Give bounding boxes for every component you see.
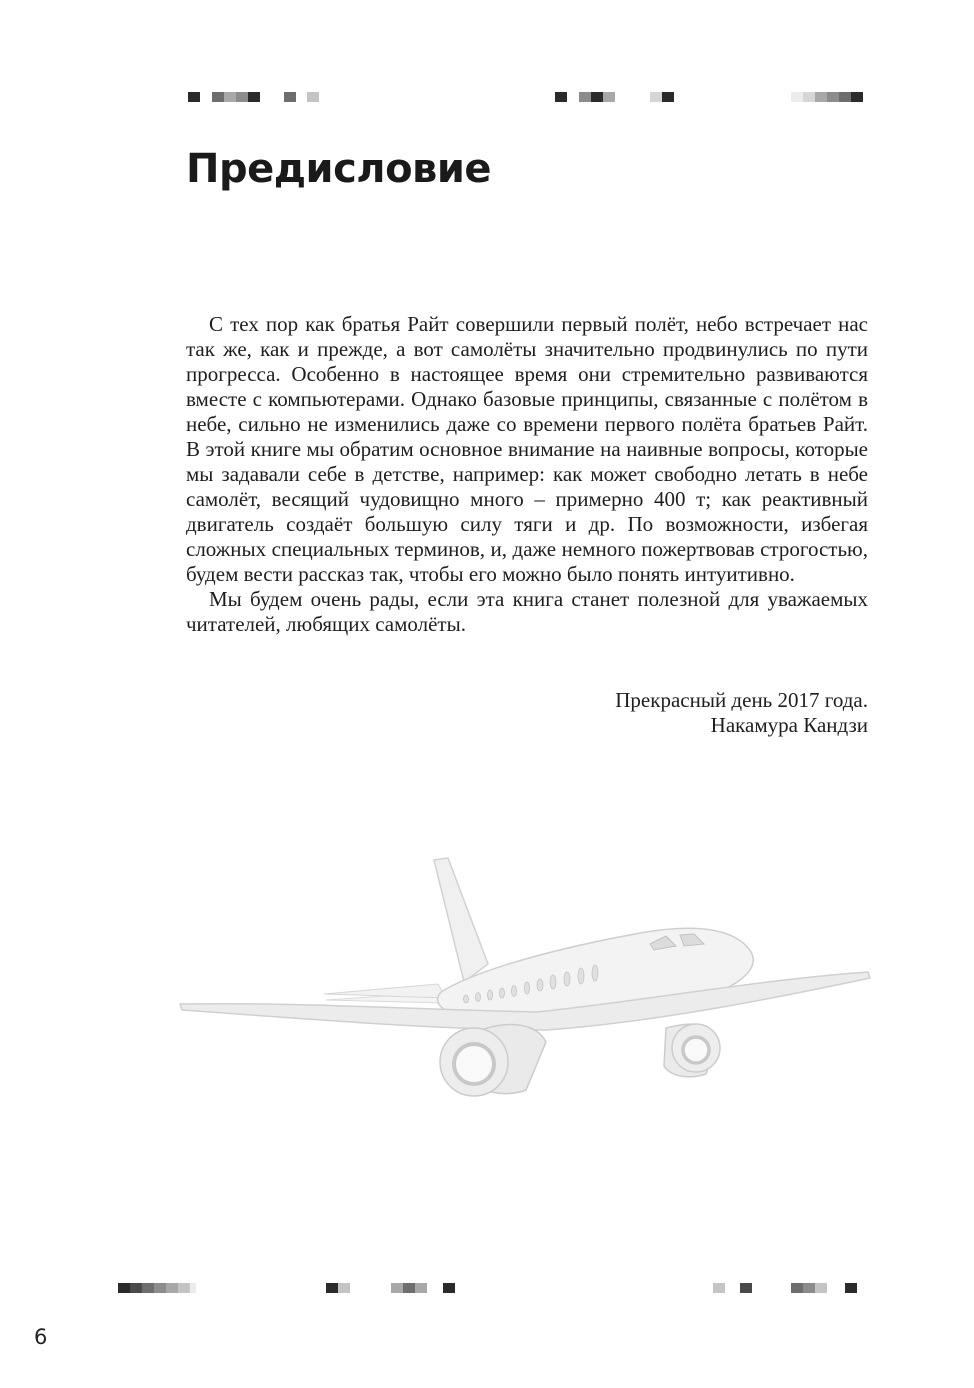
signature-date: Прекрасный день 2017 года. bbox=[615, 688, 868, 712]
page-number: 6 bbox=[34, 1325, 48, 1349]
preface-body bbox=[186, 312, 868, 637]
top-decorative-squares bbox=[0, 92, 974, 102]
bottom-decorative-squares bbox=[0, 1283, 974, 1293]
signature-author: Накамура Кандзи bbox=[710, 713, 868, 737]
left-engine bbox=[440, 1025, 546, 1096]
paragraph: С тех пор как братья Райт совершили первый полёт, небо встречает нас так же, как и прежде, а вот самолёты значительно продвинулись по пути прогресса. Особенно в настоящее время они стремительно развиваются вместе с компьютерами. Однако базовые принципы, связанные с полётом в небе, сильно не изменились даже со времени первого полёта братьев Райт. В этой книге мы обратим основное внимание на наивные вопросы, которые мы задавали себе в детстве, например: как может свободно летать в небе самолёт, весящий чудовищно много – примерно 400 т; как реактивный двигатель создаёт большую силу тяги и др. По возможности, избегая сложных специальных терминов, и, даже немного пожертвовав строгостью, будем вести рассказ так, чтобы его можно было понять интуитивно. bbox=[186, 312, 868, 586]
airplane-illustration bbox=[176, 852, 876, 1112]
signature bbox=[615, 688, 868, 738]
right-engine bbox=[664, 1024, 720, 1077]
paragraph: Мы будем очень рады, если эта книга станет полезной для уважаемых читателей, любящих самолёты. bbox=[186, 587, 868, 636]
page-title: Предисловие bbox=[186, 146, 492, 192]
